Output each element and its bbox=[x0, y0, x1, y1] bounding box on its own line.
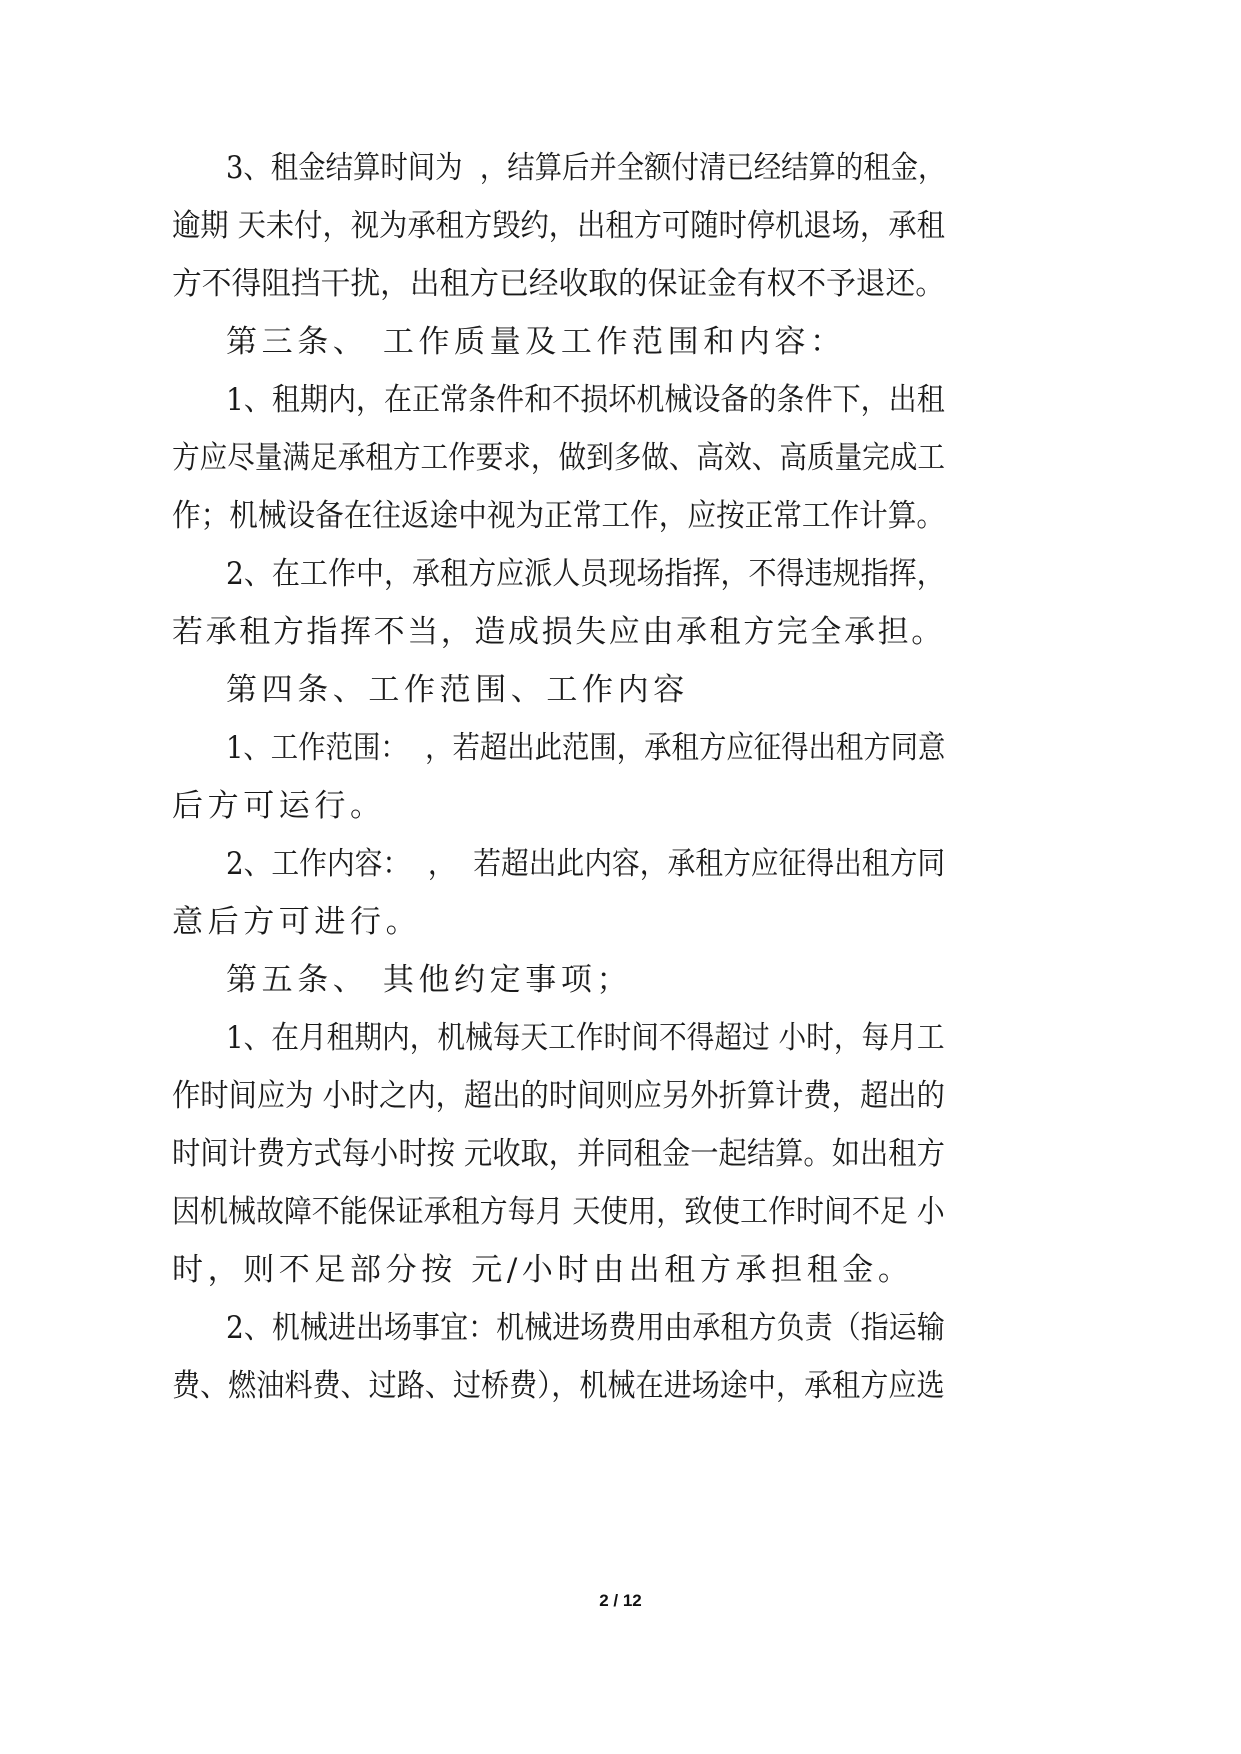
section-heading: 第四条、工作范围、工作内容 bbox=[226, 672, 689, 708]
text-line: 3、租金结算时间为 ，结算后并全额付清已经结算的租金， bbox=[226, 150, 946, 186]
text-line: 后方可运行。 bbox=[172, 788, 386, 824]
text-line: 方应尽量满足承租方工作要求，做到多做、高效、高质量完成工 bbox=[172, 440, 945, 476]
section-heading: 第五条、 其他约定事项； bbox=[226, 962, 633, 998]
text-line: 2、工作内容： ， 若超出此内容，承租方应征得出租方同 bbox=[226, 846, 946, 882]
text-line: 时，则不足部分按 元/小时由出租方承担租金。 bbox=[172, 1252, 914, 1288]
text-line: 2、机械进出场事宜：机械进场费用由承租方负责（指运输 bbox=[226, 1310, 945, 1346]
text-line: 1、工作范围： ，若超出此范围，承租方应征得出租方同意 bbox=[226, 730, 946, 766]
text-line: 方不得阻挡干扰，出租方已经收取的保证金有权不予退还。 bbox=[172, 266, 945, 302]
text-line: 1、在月租期内，机械每天工作时间不得超过 小时，每月工 bbox=[226, 1020, 945, 1056]
text-line: 1、租期内，在正常条件和不损坏机械设备的条件下，出租 bbox=[226, 382, 945, 418]
section-heading: 第三条、 工作质量及工作范围和内容： bbox=[226, 324, 846, 360]
text-line: 作；机械设备在往返途中视为正常工作，应按正常工作计算。 bbox=[172, 498, 945, 534]
page-number: 2 / 12 bbox=[599, 1591, 642, 1610]
text-line: 因机械故障不能保证承租方每月 天使用，致使工作时间不足 小 bbox=[172, 1194, 945, 1230]
text-line: 若承租方指挥不当，造成损失应由承租方完全承担。 bbox=[172, 614, 945, 650]
text-line: 2、在工作中，承租方应派人员现场指挥，不得违规指挥， bbox=[226, 556, 945, 592]
text-line: 时间计费方式每小时按 元收取，并同租金一起结算。如出租方 bbox=[172, 1136, 945, 1172]
text-line: 意后方可进行。 bbox=[172, 904, 422, 940]
text-line: 作时间应为 小时之内，超出的时间则应另外折算计费，超出的 bbox=[172, 1078, 945, 1114]
text-line: 费、燃油料费、过路、过桥费），机械在进场途中，承租方应选 bbox=[172, 1368, 945, 1404]
text-line: 逾期 天未付，视为承租方毁约，出租方可随时停机退场，承租 bbox=[172, 208, 945, 244]
